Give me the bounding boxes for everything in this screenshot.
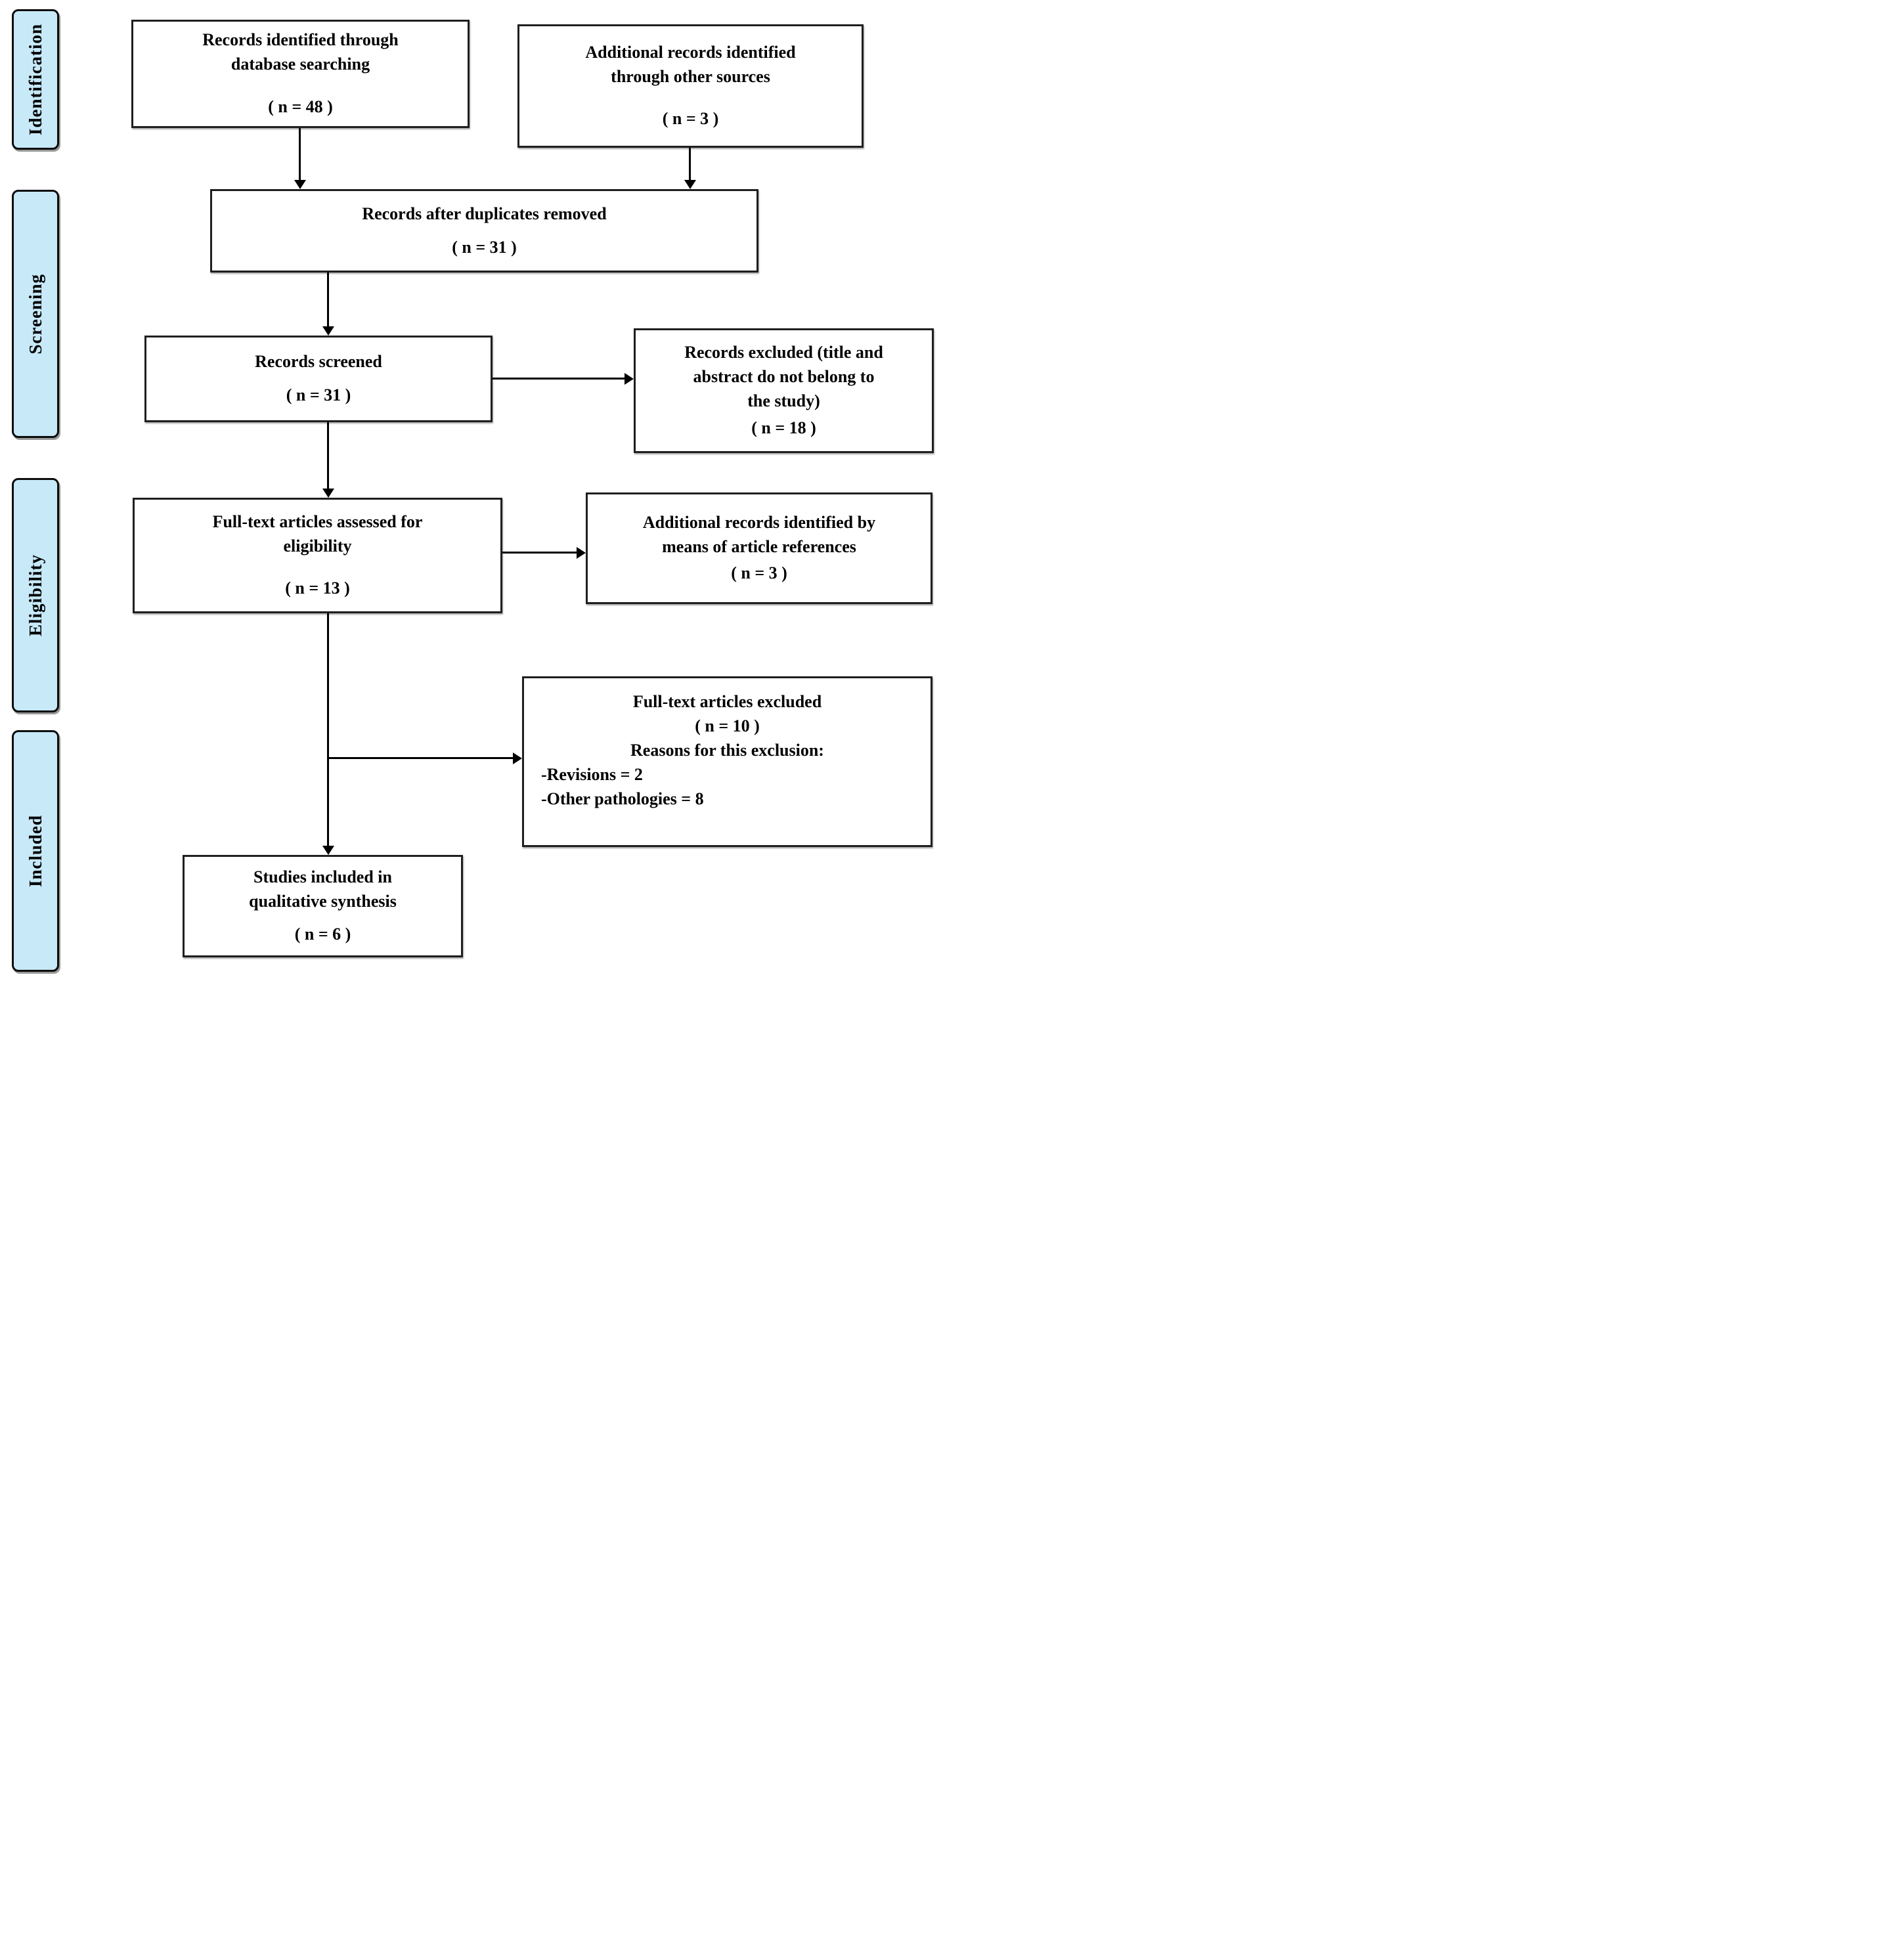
box-records-screened-count: ( n = 31 ) bbox=[286, 385, 351, 404]
stage-identification bbox=[12, 9, 59, 150]
arrowhead-fulltext-to-included bbox=[322, 846, 334, 855]
box-records-screened bbox=[144, 336, 493, 422]
prisma-flow-diagram bbox=[0, 0, 943, 980]
box-fulltext-excluded-line: Full-text articles excluded bbox=[632, 692, 822, 711]
stage-screening-label: Screening bbox=[25, 273, 45, 355]
box-duplicates-removed-count: ( n = 31 ) bbox=[452, 237, 517, 257]
stage-included-label: Included bbox=[25, 814, 45, 888]
box-fulltext-assessed-line: Full-text articles assessed for bbox=[212, 512, 423, 531]
box-other-sources bbox=[517, 24, 864, 148]
box-records-excluded bbox=[634, 328, 934, 453]
box-additional-references bbox=[586, 492, 932, 604]
box-records-identified-line: Records identified through bbox=[202, 30, 399, 50]
box-fulltext-excluded bbox=[522, 676, 932, 847]
box-studies-included bbox=[183, 855, 463, 957]
arrow-duplicates-to-screened bbox=[327, 272, 329, 328]
box-fulltext-excluded-count: ( n = 10 ) bbox=[695, 716, 760, 735]
stage-included bbox=[12, 730, 59, 972]
arrowhead-screened-to-fulltext bbox=[322, 489, 334, 498]
stage-eligibility-label: Eligibility bbox=[25, 554, 45, 637]
box-fulltext-excluded-reason: -Other pathologies = 8 bbox=[541, 789, 704, 808]
box-duplicates-removed bbox=[210, 189, 758, 272]
box-additional-references-count: ( n = 3 ) bbox=[731, 563, 787, 583]
box-records-excluded-line: Records excluded (title and bbox=[684, 343, 883, 362]
box-studies-included-line: Studies included in bbox=[253, 867, 392, 886]
box-other-sources-line: Additional records identified bbox=[585, 42, 796, 62]
box-fulltext-assessed-count: ( n = 13 ) bbox=[285, 578, 350, 598]
box-additional-references-line: Additional records identified by bbox=[642, 512, 876, 532]
box-records-excluded-line: the study) bbox=[747, 391, 820, 410]
arrowhead-fulltext-to-references bbox=[577, 547, 586, 559]
box-other-sources-count: ( n = 3 ) bbox=[662, 109, 719, 129]
arrowhead-duplicates-to-screened bbox=[322, 326, 334, 336]
arrowhead-branch-to-fulltext-excluded bbox=[513, 752, 522, 764]
box-fulltext-assessed-line: eligibility bbox=[283, 536, 352, 555]
box-additional-references-line: means of article references bbox=[662, 536, 856, 556]
box-fulltext-excluded-reason: -Revisions = 2 bbox=[541, 764, 643, 784]
stage-eligibility bbox=[12, 478, 59, 712]
box-records-excluded-line: abstract do not belong to bbox=[693, 367, 875, 387]
box-records-identified-line: database searching bbox=[230, 54, 370, 74]
arrow-screened-to-excluded bbox=[493, 378, 626, 380]
arrowhead-identified-to-duplicates bbox=[294, 180, 306, 189]
box-fulltext-assessed bbox=[133, 498, 502, 613]
arrow-other-sources-to-duplicates bbox=[689, 148, 691, 181]
box-records-screened-line: Records screened bbox=[255, 352, 382, 372]
arrow-fulltext-to-references bbox=[502, 552, 578, 554]
stage-identification-label: Identification bbox=[25, 23, 45, 135]
box-studies-included-count: ( n = 6 ) bbox=[294, 925, 351, 944]
arrow-identified-to-duplicates bbox=[299, 128, 301, 181]
arrow-fulltext-to-included bbox=[327, 613, 329, 847]
arrowhead-other-sources-to-duplicates bbox=[684, 180, 696, 189]
box-records-identified bbox=[131, 20, 470, 128]
box-other-sources-line: through other sources bbox=[611, 66, 770, 86]
arrow-branch-to-fulltext-excluded bbox=[328, 757, 514, 759]
box-duplicates-removed-line: Records after duplicates removed bbox=[362, 204, 607, 223]
box-records-excluded-count: ( n = 18 ) bbox=[751, 418, 816, 437]
arrow-screened-to-fulltext bbox=[327, 422, 329, 490]
arrowhead-screened-to-excluded bbox=[625, 373, 634, 385]
box-records-identified-count: ( n = 48 ) bbox=[268, 97, 333, 116]
stage-screening bbox=[12, 190, 59, 438]
box-fulltext-excluded-reasons-header: Reasons for this exclusion: bbox=[630, 740, 824, 760]
box-studies-included-line: qualitative synthesis bbox=[249, 891, 397, 911]
